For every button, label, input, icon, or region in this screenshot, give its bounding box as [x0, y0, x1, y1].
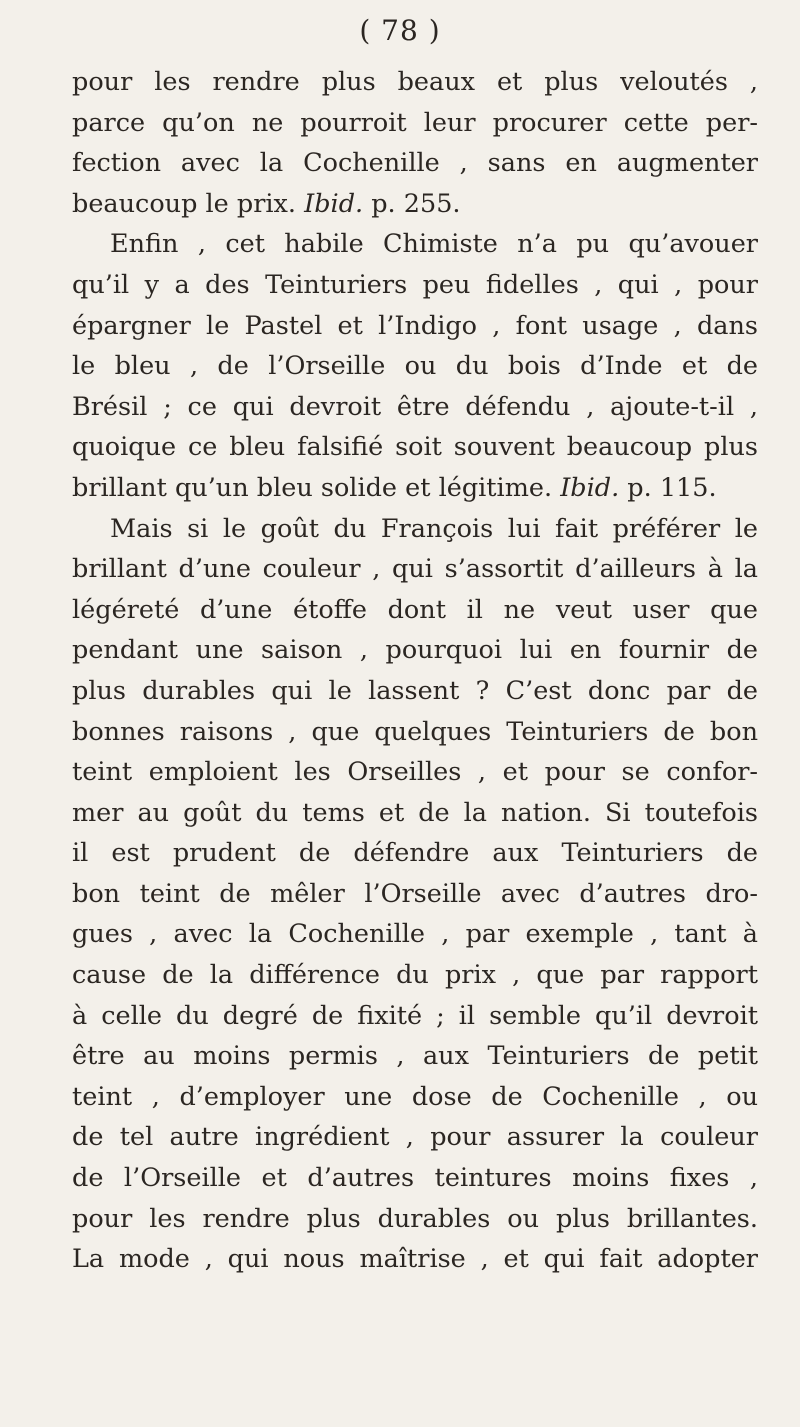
text-line: légéreté d’une étoffe dont il ne veut user que	[72, 594, 758, 625]
text-line: cause de la différence du prix , que par rapport	[72, 960, 758, 991]
text-line: être au moins permis , aux Teinturiers de petit	[72, 1041, 758, 1072]
text-line: Brésil ; ce qui devroit être défendu , ajoute-t-il ,	[72, 391, 758, 422]
citation-ibid: Ibid.	[560, 472, 620, 503]
text-line: qu’il y a des Teinturiers peu fidelles , qui , pour	[72, 269, 758, 300]
text-line: Mais si le goût du François lui fait préférer le	[110, 513, 758, 544]
text-line: brillant d’une couleur , qui s’assortit d’ailleurs à la	[72, 554, 758, 585]
text-line: le bleu , de l’Orseille ou du bois d’Inde et de	[72, 351, 758, 382]
text-line: teint , d’employer une dose de Cochenille , ou	[72, 1081, 758, 1112]
text-line	[72, 184, 758, 225]
text-line: bon teint de mêler l’Orseille avec d’autres dro-	[72, 878, 758, 909]
page-reference: p. 255.	[363, 188, 461, 219]
text-segment: beaucoup le prix.	[72, 188, 305, 219]
text-line: épargner le Pastel et l’Indigo , font usage , dans	[72, 310, 758, 341]
text-line: plus durables qui le lassent ? C’est donc par de	[72, 675, 758, 706]
text-line: gues , avec la Cochenille , par exemple , tant à	[72, 919, 758, 950]
text-line: pendant une saison , pourquoi lui en fournir de	[72, 635, 758, 666]
text-line: à celle du degré de fixité ; il semble qu’il devroit	[72, 1000, 758, 1031]
text-line: de tel autre ingrédient , pour assurer la couleur	[72, 1122, 758, 1153]
text-line: teint emploient les Orseilles , et pour se confor-	[72, 757, 758, 788]
text-line: bonnes raisons , que quelques Teinturiers de bon	[72, 716, 758, 747]
page-reference: p. 115.	[619, 472, 717, 503]
text-line: quoique ce bleu falsifié soit souvent beaucoup plus	[72, 432, 758, 463]
text-line: il est prudent de défendre aux Teinturiers de	[72, 838, 758, 869]
text-line: de l’Orseille et d’autres teintures moins fixes ,	[72, 1163, 758, 1194]
text-line	[72, 468, 758, 509]
body-text	[72, 62, 758, 1280]
text-line: Enfin , cet habile Chimiste n’a pu qu’avouer	[110, 229, 758, 260]
text-line: mer au goût du tems et de la nation. Si toutefois	[72, 797, 758, 828]
citation-ibid: Ibid.	[304, 188, 364, 219]
text-line: fection avec la Cochenille , sans en augmenter	[72, 148, 758, 179]
text-line: La mode , qui nous maîtrise , et qui fait adopter	[72, 1244, 758, 1275]
text-line: pour les rendre plus beaux et plus veloutés ,	[72, 67, 758, 97]
text-line: parce qu’on ne pourroit leur procurer cette per-	[72, 107, 758, 138]
text-segment: brillant qu’un bleu solide et légitime.	[72, 472, 561, 503]
text-line: pour les rendre plus durables ou plus brillantes.	[72, 1203, 758, 1234]
page-number: ( 78 )	[359, 14, 441, 47]
